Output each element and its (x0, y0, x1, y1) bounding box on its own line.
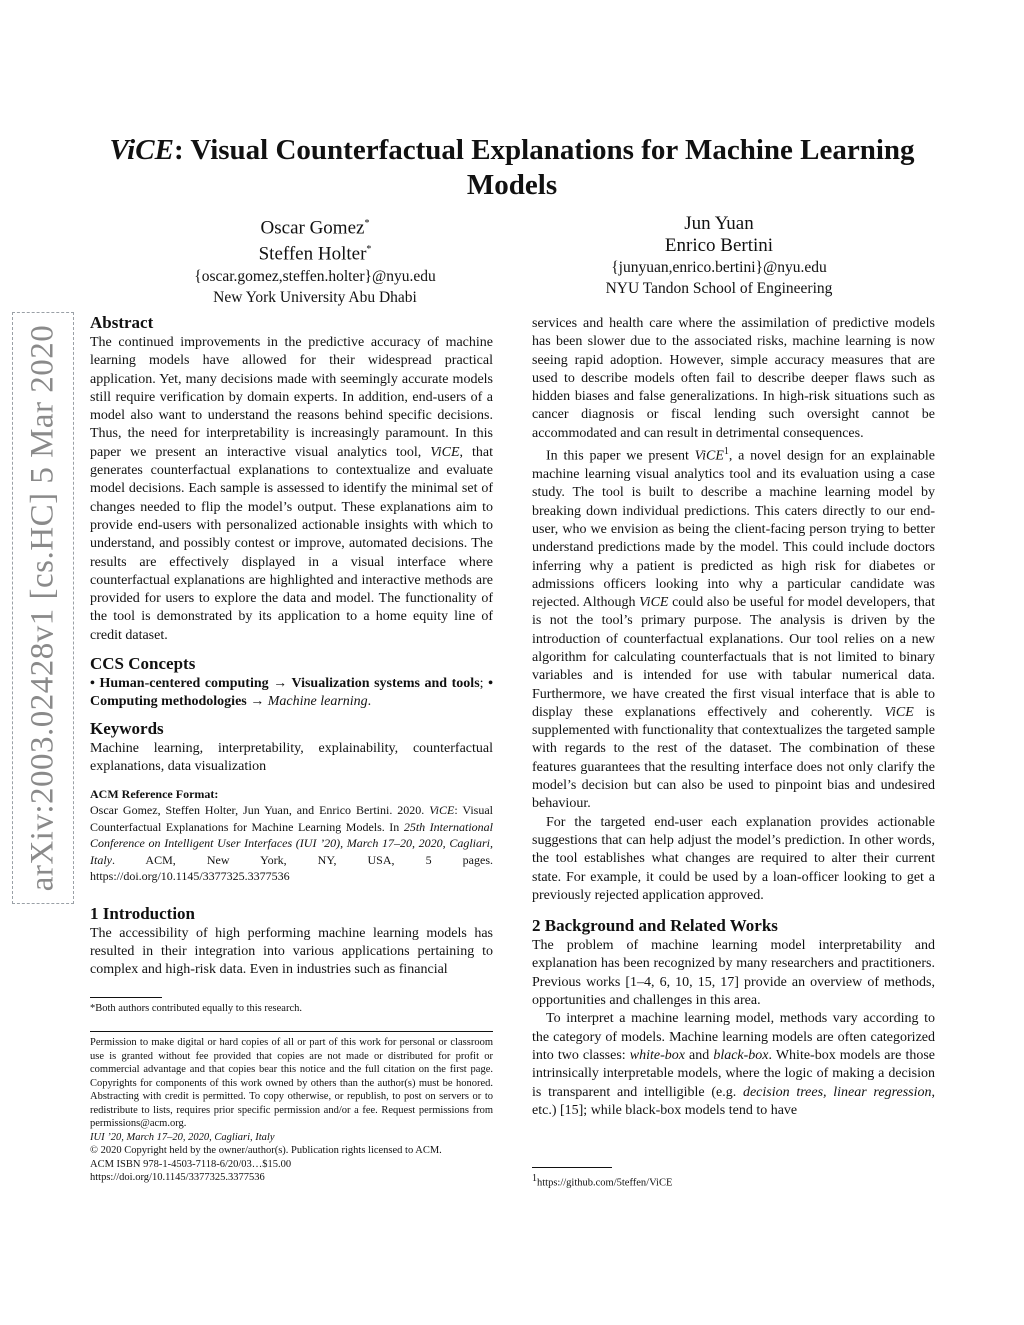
author-name: Steffen Holter (258, 243, 367, 265)
text-part: . White-box models are those intrinsically interpretable models, where the logic of making a decision is transparent and intelligible (e.g. (532, 1047, 936, 1100)
text-part: and (684, 1047, 714, 1063)
equal-contribution-mark: * (366, 244, 372, 256)
ccs-heading: CCS Concepts (90, 654, 196, 674)
intro-continued-p1: services and health care where the assimilation of predictive models has been slower due to the associated risks, machine learning is now seeing rapid adoption. However, simple accuracy measures that are used to describe models often fail to describe deeper flaws such as hidden biases and false generalizations. In high-risk situations such as cancer diagnosis or fiscal lending such oversight cannot be accommodated and can result in detrimental consequences. (532, 316, 935, 441)
introduction-text: The accessibility of high performing machine learning models has resulted in their integration into various applications pertaining to complex and high-risk data. Even in industries such as financial (90, 925, 493, 978)
ccs-text (90, 675, 493, 712)
left-column (90, 312, 493, 980)
text-part: , a novel design for an explainable machine learning visual analytics tool and its evaluation using a case study. The tool is built to describe a machine learning model by breaking down individual predictions. This caters directly to our end-user, who we envision as being the client-facing person trying to better understand predictions made by the model. This could include doctors inferring why a patient is predicted as high risk for diabetes or admissions officers looking into why a particular candidate was rejected. Although (532, 448, 935, 611)
page-title (80, 133, 944, 203)
tool-name: ViCE (639, 595, 669, 611)
author-email: {oscar.gomez,steffen.holter}@nyu.edu (194, 267, 436, 285)
author-affiliation: NYU Tandon School of Engineering (605, 280, 833, 297)
abstract-part: The continued improvements in the predictive accuracy of machine learning models have allowed for their widespread practical application. Yet, many decisions made with seemingly accurate models still require verification by domain experts. In addition, end-users of a model also want to understand the reasons behind specific decisions. Thus, the need for interpretability is increasingly paramount. In this paper we present an interactive visual analytics tool, (90, 335, 493, 460)
ccs-concept: • Human-centered computing → Visualization systems and tools (90, 676, 480, 692)
abstract-heading: Abstract (90, 313, 154, 332)
footnote-number: 1 (532, 1173, 537, 1184)
permission-rule (90, 1031, 493, 1032)
keywords-heading: Keywords (90, 718, 164, 738)
author-name: Oscar Gomez (260, 217, 365, 239)
equal-contribution-mark: * (364, 218, 370, 229)
acm-reference-text (90, 802, 493, 885)
right-column (532, 315, 935, 1120)
term: white-box (629, 1047, 685, 1063)
footnote-marker: 1 (723, 446, 729, 458)
footnote-rule-right (532, 1167, 612, 1168)
text-part: , etc.) [15]; while black-box models tend to have (532, 1084, 935, 1118)
term: decision trees, linear regression (742, 1084, 932, 1100)
footnote-left: *Both authors contributed equally to this research. (90, 1003, 302, 1014)
intro-continued-p2 (532, 443, 935, 814)
arxiv-stamp (12, 312, 74, 904)
footnote-url[interactable]: https://github.com/5teffen/ViCE (537, 1177, 673, 1189)
permission-conference: IUI ’20, March 17–20, 2020, Cagliari, Italy (90, 1131, 275, 1143)
ref-part: . ACM, New York, NY, USA, 5 pages. https://doi.org/10.1145/3377325.3377536 (90, 852, 493, 884)
ref-part: : Visual Counterfactual Explanations for Machine Learning Models. In (90, 803, 493, 834)
intro-continued-p3: For the targeted end-user each explanation provides actionable suggestions that can help adjust the model’s prediction. In other words, the tool establishes what changes are required to alter their current state. For example, it could be used by a loan-officer looking to get a previously rejected application approved. (532, 814, 935, 903)
author-name: Jun Yuan (684, 213, 754, 234)
ccs-separator: ; (479, 676, 489, 692)
permission-block (90, 1036, 493, 1185)
term: black-box (713, 1047, 769, 1063)
ref-tool: ViCE (429, 803, 455, 818)
permission-isbn: ACM ISBN 978-1-4503-7118-6/20/03…$15.00 (90, 1158, 292, 1170)
author-email: {junyuan,enrico.bertini}@nyu.edu (611, 259, 827, 276)
ref-part: Oscar Gomez, Steffen Holter, Jun Yuan, and Enrico Bertini. 2020. (90, 803, 430, 818)
introduction-heading: 1 Introduction (90, 903, 196, 923)
permission-text: Permission to make digital or hard copies of all or part of this work for personal or classroom use is granted without fee provided that copies are not made or distributed for profit or commercial advantage and that copies bear this notice and the full citation on the first page. Copyrights for components of this work owned by others than the author(s) must be honored. Abstracting with credit is permitted. To copy otherwise, or republish, to post on servers or to redistribute to lists, requires prior specific permission and/or a fee. Request permissions from permissions@acm.org. (90, 1037, 493, 1129)
text-part: To interpret a machine learning model, methods vary according to the category of models. Machine learning models are often categorized into two classes: (532, 1011, 935, 1063)
author-block-right (530, 213, 908, 299)
background-heading: 2 Background and Related Works (532, 916, 778, 936)
background-p2 (532, 1010, 935, 1120)
tool-name: ViCE (430, 444, 460, 460)
background-p1: The problem of machine learning model interpretability and explanation has been recognized by many researchers and practitioners. Previous works [1–4, 6, 10, 15, 17] provide an overview of methods, opportunities and challenges in this area. (532, 938, 935, 1009)
tool-name: ViCE (884, 704, 914, 720)
ccs-concept: • Computing methodologies → (90, 676, 494, 710)
arxiv-id: arXiv:2003.02428v1 [cs.HC] 5 Mar 2020 (24, 324, 61, 892)
text-part: could also be useful for model developers, that is not the tool’s primary purpose. The analysis is driven by the introduction of counterfactual explanations. Our tool relies on a new algorithm for calculating counterfactuals that is not limited to binary variables and is intended for use with tabular numerical data. Furthermore, we have created the first visual interface that is able to display these explanations effectively and coherently. (532, 595, 935, 720)
title-tool-name: ViCE (109, 134, 174, 166)
acm-reference-heading: ACM Reference Format: (90, 787, 219, 802)
footnote-right (532, 1172, 935, 1190)
title-rest: : Visual Counterfactual Explanations for Machine Learning Models (173, 134, 915, 201)
permission-doi: https://doi.org/10.1145/3377325.3377536 (90, 1172, 265, 1183)
abstract-part: , that generates counterfactual explanations to contextualize and evaluate model decisions. Each sample is assessed to identify the minimal set of changes needed to flip the model’s output. These explanations aim to provide end-users with personalized actionable insights with which to understand, and possibly contest or improve, automated decisions. The results are effectively displayed in a visual interface where counterfactual explanations are highlighted and interactive methods are provided for users to explore the data and model. The functionality of the tool is demonstrated by its application to a home equity line of credit dataset. (90, 444, 493, 643)
author-name: Enrico Bertini (664, 235, 774, 256)
text-part: In this paper we present (546, 448, 695, 464)
ref-venue: 25th International Conference on Intelligent User Interfaces (IUI ’20), March 17–20, 2020, Cagliari, Italy (90, 819, 493, 867)
author-block-left (120, 213, 510, 308)
text-part: is supplemented with functionality that contextualizes the targeted sample with regards to the rest of the dataset. The combination of these features guarantees that the resulting interface does not only clarify the model’s decision but can also be used to pinpoint bias and undesired behaviour. (532, 704, 935, 812)
footnote-rule (90, 997, 162, 998)
tool-name: ViCE (694, 448, 724, 464)
abstract-text (90, 334, 493, 645)
ccs-concept-italic: Machine learning (267, 694, 368, 710)
keywords-text: Machine learning, interpretability, explainability, counterfactual explanations, data visualization (90, 740, 493, 774)
permission-copyright: © 2020 Copyright held by the owner/author(s). Publication rights licensed to ACM. (90, 1145, 442, 1156)
ccs-end: . (367, 694, 372, 710)
author-affiliation: New York University Abu Dhabi (213, 288, 417, 306)
